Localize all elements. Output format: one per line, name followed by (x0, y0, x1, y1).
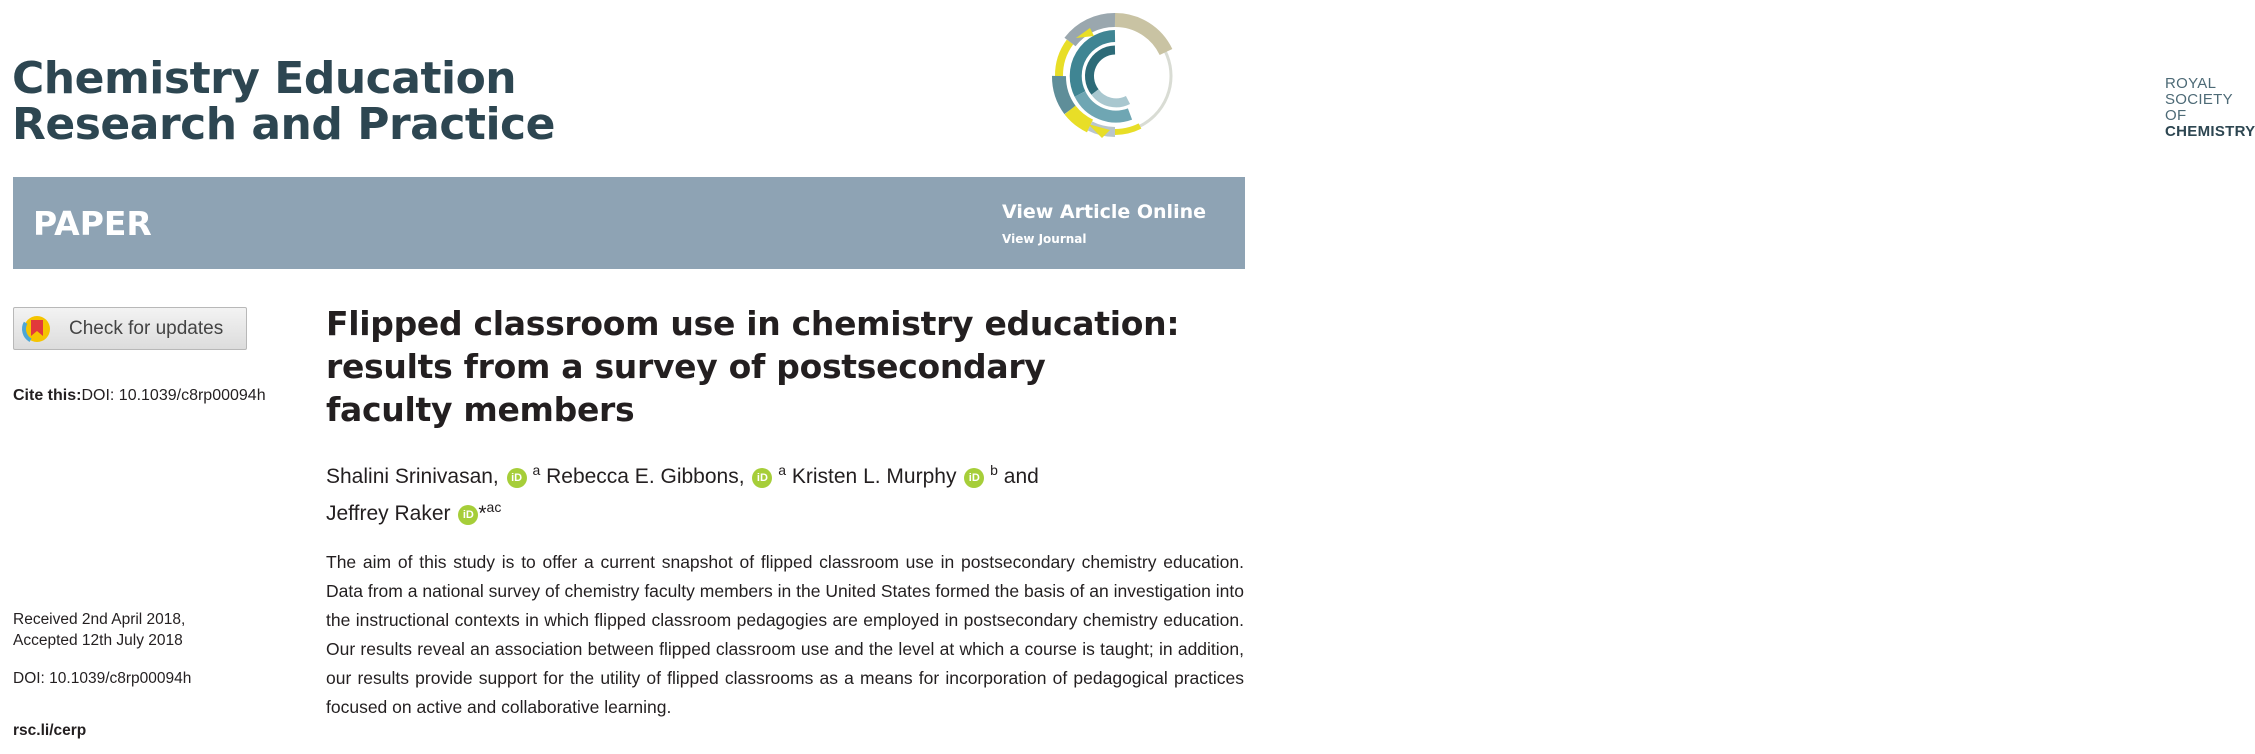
check-for-updates-button[interactable] (13, 307, 247, 350)
author-name[interactable]: Kristen L. Murphy (791, 465, 957, 488)
article-title-line: Flipped classroom use in chemistry education: (326, 304, 1180, 343)
author-affiliation: a (532, 462, 541, 478)
journal-title (12, 53, 555, 150)
author-affiliation: b (990, 462, 998, 478)
author-name[interactable]: Rebecca E. Gibbons, (546, 465, 745, 488)
author-name[interactable]: Jeffrey Raker (326, 502, 451, 525)
cite-this (13, 387, 266, 405)
received-date: Received 2nd April 2018, (13, 611, 186, 628)
journal-title-line-2: Research and Practice (12, 99, 555, 150)
cite-label: Cite this: (13, 387, 82, 404)
orcid-icon[interactable]: iD (507, 468, 527, 488)
accepted-date: Accepted 12th July 2018 (13, 632, 183, 649)
article-type-label: PAPER (33, 204, 152, 243)
article-title-line: results from a survey of postsecondary (326, 347, 1046, 386)
orcid-icon[interactable]: iD (752, 468, 772, 488)
rsc-logo[interactable] (1050, 14, 2255, 144)
article-type-banner (13, 177, 1245, 269)
orcid-icon[interactable]: iD (458, 505, 478, 525)
journal-short-link[interactable]: rsc.li/cerp (13, 722, 87, 739)
abstract: The aim of this study is to offer a current snapshot of flipped classroom use in postsecondary chemistry education. Data from a national survey of chemistry faculty members in the United States formed the basis of an investigation into the instructional contexts in which flipped classroom pedagogies are employed in postsecondary chemistry education. Our results reveal an association between flipped classroom use and the level at which a course is taught; in addition, our results provide support for the utility of flipped classrooms as a means for incorporation of pedagogical practices focused on active and collaborative learning. (326, 552, 1244, 717)
rsc-logo-mark-icon (1050, 14, 1250, 144)
view-journal-link[interactable]: View Journal (1002, 232, 1087, 246)
view-article-online-link[interactable]: View Article Online (1002, 201, 1206, 223)
orcid-icon[interactable]: iD (964, 468, 984, 488)
check-for-updates-label: Check for updates (69, 318, 224, 339)
rsc-wordmark-line-1: ROYAL SOCIETY (2165, 75, 2233, 108)
article-title-line: faculty members (326, 390, 635, 429)
received-accepted-dates (13, 609, 185, 651)
cite-doi[interactable]: DOI: 10.1039/c8rp00094h (81, 387, 266, 404)
rsc-wordmark-bold: CHEMISTRY (2165, 123, 2255, 140)
author-name[interactable]: Shalini Srinivasan, (326, 465, 499, 488)
sidebar-doi[interactable]: DOI: 10.1039/c8rp00094h (13, 670, 192, 687)
author-affiliation: a (778, 462, 787, 478)
corresponding-author-mark: * (478, 502, 487, 525)
rsc-wordmark-line-2 (2165, 108, 2255, 140)
author-conjunction: and (1003, 465, 1039, 488)
author-list (326, 455, 1206, 529)
rsc-wordmark (2165, 76, 2255, 140)
rsc-wordmark-prefix: OF (2165, 107, 2187, 124)
journal-title-line-1: Chemistry Education (12, 53, 517, 104)
crossmark-icon (22, 314, 52, 344)
author-affiliation: ac (486, 499, 502, 515)
article-title (326, 302, 1226, 431)
